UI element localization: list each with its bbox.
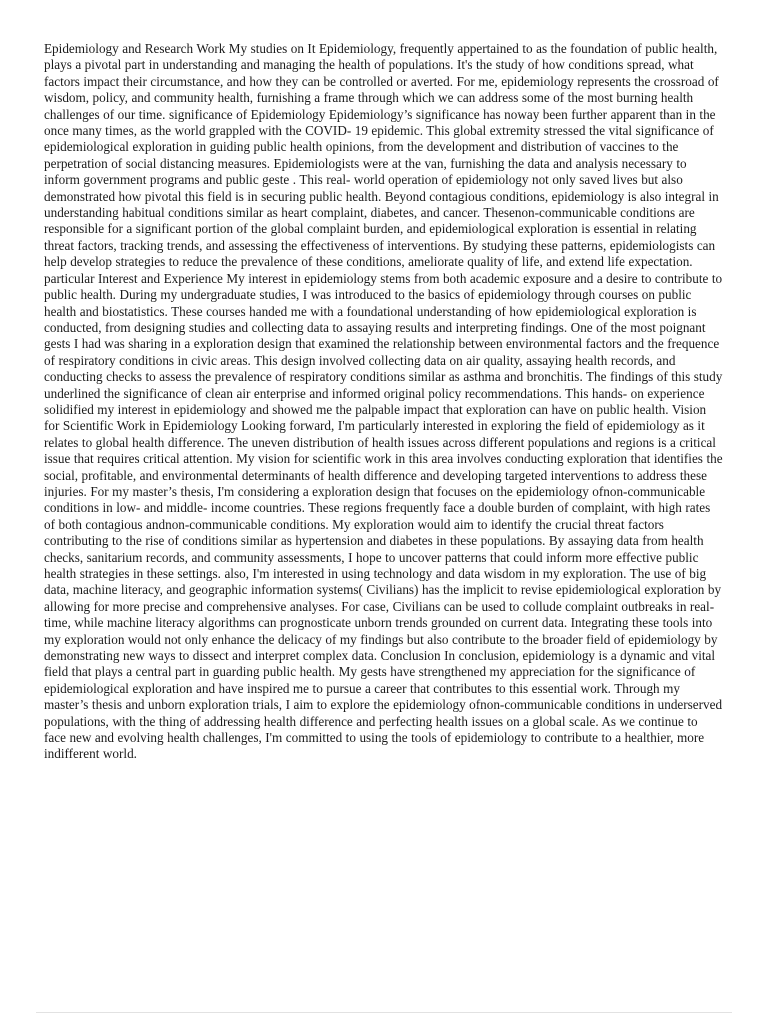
document-body-text: Epidemiology and Research Work My studies on It Epidemiology, frequently appertained to as the foundation of public health, plays a pivotal part in understanding and managing the health of populations. It's the study of how conditions spread, what factors impact their circumstance, and how they can be controlled or averted. For me, epidemiology represents the crossroad of wisdom, policy, and community health, furnishing a frame through which we can address some of the most burning health challenges of our time. significance of Epidemiology Epidemiology’s significance has noway been further apparent than in the once many times, as the world grappled with the COVID- 19 epidemic. This global extremity stressed the vital significance of epidemiological exploration in guiding public health opinions, from the development and distribution of vaccines to the perpetration of social distancing measures. Epidemiologists were at the van, furnishing the data and analysis necessary to inform government programs and public geste . This real- world operation of epidemiology not only saved lives but also demonstrated how pivotal this field is in securing public health. Beyond contagious conditions, epidemiology is also integral in understanding habitual conditions similar as heart complaint, diabetes, and cancer. Thesenon-communicable conditions are responsible for a significant portion of the global complaint burden, and epidemiological exploration is essential in relating threat factors, tracking trends, and assessing the effectiveness of interventions. By studying these patterns, epidemiologists can help develop strategies to reduce the prevalence of these conditions, ameliorate quality of life, and extend life expectation. particular Interest and Experience My interest in epidemiology stems from both academic exposure and a desire to contribute to public health. During my undergraduate studies, I was introduced to the basics of epidemiology through courses on public health and biostatistics. These courses handed me with a foundational understanding of how epidemiological exploration is conducted, from designing studies and collecting data to assaying results and interpreting findings. One of the most poignant gests I had was sharing in a exploration design that examined the relationship between environmental factors and the frequence of respiratory conditions in civic areas. This design involved collecting data on air quality, assaying health records, and conducting checks to assess the prevalence of respiratory conditions similar as asthma and bronchitis. The findings of this study underlined the significance of clean air enterprise and informed original policy recommendations. This hands- on experience solidified my interest in epidemiology and showed me the palpable impact that exploration can have on public health. Vision for Scientific Work in Epidemiology Looking forward, I'm particularly interested in exploring the field of epidemiology as it relates to global health difference. The uneven distribution of health issues across different populations and regions is a critical issue that requires critical attention. My vision for scientific work in this area involves conducting exploration that identifies the social, profitable, and environmental determinants of health difference and developing targeted interventions to address these injuries. For my master’s thesis, I'm considering a exploration design that focuses on the epidemiology ofnon-communicable conditions in low- and middle- income countries. These regions frequently face a double burden of complaint, with high rates of both contagious andnon-communicable conditions. My exploration would aim to identify the crucial threat factors contributing to the rise of conditions similar as hypertension and diabetes in these populations. By assaying data from health checks, sanitarium records, and community assessments, I hope to uncover patterns that could inform more effective public health strategies in these settings. also, I'm interested in using technology and data wisdom in my exploration. The use of big data, machine literacy, and geographic information systems( Civilians) has the implicit to revise epidemiological exploration by allowing for more precise and comprehensive analyses. For case, Civilians can be used to collude complaint outbreaks in real- time, while machine literacy algorithms can prognosticate unborn trends grounded on current data. Integrating these tools into my exploration would not only enhance the delicacy of my findings but also contribute to the broader field of epidemiology by demonstrating new ways to dissect and interpret complex data. Conclusion In conclusion, epidemiology is a dynamic and vital field that plays a central part in guarding public health. My gests have strengthened my appreciation for the significance of epidemiological exploration and have inspired me to pursue a career that contributes to this essential work. Through my master’s thesis and unborn exploration trials, I aim to explore the epidemiology ofnon-communicable conditions in underserved populations, with the thing of addressing health difference and perfecting health issues on a global scale. As we continue to face new and evolving health challenges, I'm committed to using the tools of epidemiology to contribute to a healthier, more indifferent world. bbox=[44, 41, 723, 762]
page-divider bbox=[36, 1012, 732, 1013]
